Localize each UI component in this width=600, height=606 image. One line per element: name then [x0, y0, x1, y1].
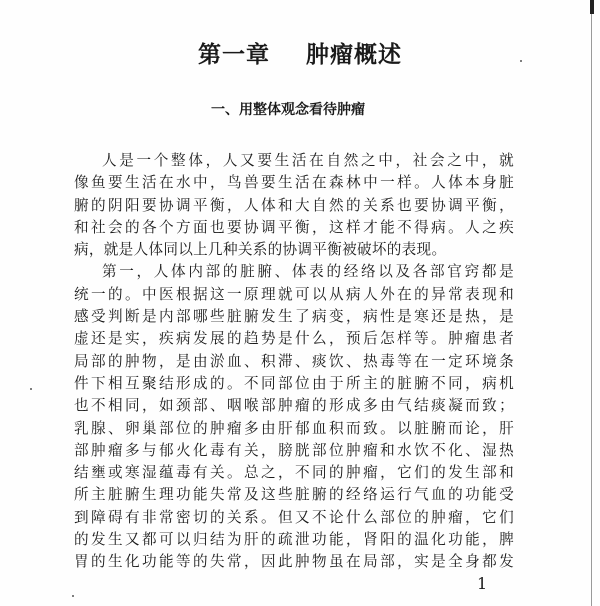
text-line: 人是一个整体，人又要生活在自然之中，社会之中，就	[102, 152, 514, 169]
text-line: 所主脏腑生理功能失常及这些脏腑的经络运行气血的功能受	[74, 486, 514, 504]
scan-edge-line	[591, 0, 592, 606]
text-line: 像鱼要生活在水中，鸟兽要生活在森林中一样。人体本身脏	[74, 174, 514, 192]
text-line: 到障碍有非常密切的关系。但又不论什么部位的肿瘤，它们	[74, 508, 514, 526]
paragraph-1	[74, 150, 514, 261]
text-line: 统一的。中医根据这一原理就可以从病人外在的异常表现和	[74, 285, 514, 303]
text-line: 结壅或寒湿蕴毒有关。总之，不同的肿瘤，它们的发生部和	[74, 464, 514, 482]
text-line: 件下相互聚结形成的。不同部位由于所主的脏腑不同，病机	[74, 374, 514, 392]
paragraph-2	[74, 261, 514, 573]
scan-speck	[72, 595, 74, 597]
text-line: 和社会的各个方面也要协调平衡，这样才能不得病。人之疾	[74, 218, 514, 236]
chapter-title: 第一章 肿瘤概述	[197, 41, 403, 68]
scan-speck	[520, 60, 522, 62]
body-text	[74, 150, 514, 574]
text-line: 乳腺、卵巢部位的肿瘤多由肝郁血积而致。以脏腑而论，肝	[74, 419, 514, 437]
text-line: 虚还是实，疾病发展的趋势是什么，预后怎样等。肿瘤患者	[74, 330, 514, 348]
text-line: 的发生又都可以归结为肝的疏泄功能，肾阳的温化功能，脾	[74, 531, 514, 549]
section-title: 一、用整体观念看待肿瘤	[211, 102, 365, 118]
scan-speck	[30, 388, 32, 390]
page-number: 1	[477, 574, 488, 593]
text-line: 感受判断是内部哪些脏腑发生了病变，病性是寒还是热，是	[74, 308, 514, 326]
text-line: 腑的阴阳要协调平衡，人体和大自然的关系也要协调平衡，	[74, 196, 514, 214]
scan-edge-mark	[590, 0, 594, 14]
text-line: 局部的肿物，是由淤血、积滞、痰饮、热毒等在一定环境条	[74, 352, 514, 370]
text-line: 部肿瘤多与郁火化毒有关，膀胱部位肿瘤和水饮不化、湿热	[74, 441, 514, 459]
text-line: 也不相同，如颈部、咽喉部肿瘤的形成多由气结痰凝而致；	[74, 397, 514, 415]
text-line: 病，就是人体同以上几种关系的协调平衡被破坏的表现。	[74, 241, 447, 259]
text-line: 胃的生化功能等的失常，因此肿物虽在局部，实是全身都发	[74, 553, 514, 571]
text-line: 第一，人体内部的脏腑、体表的经络以及各部官窍都是	[102, 263, 514, 281]
